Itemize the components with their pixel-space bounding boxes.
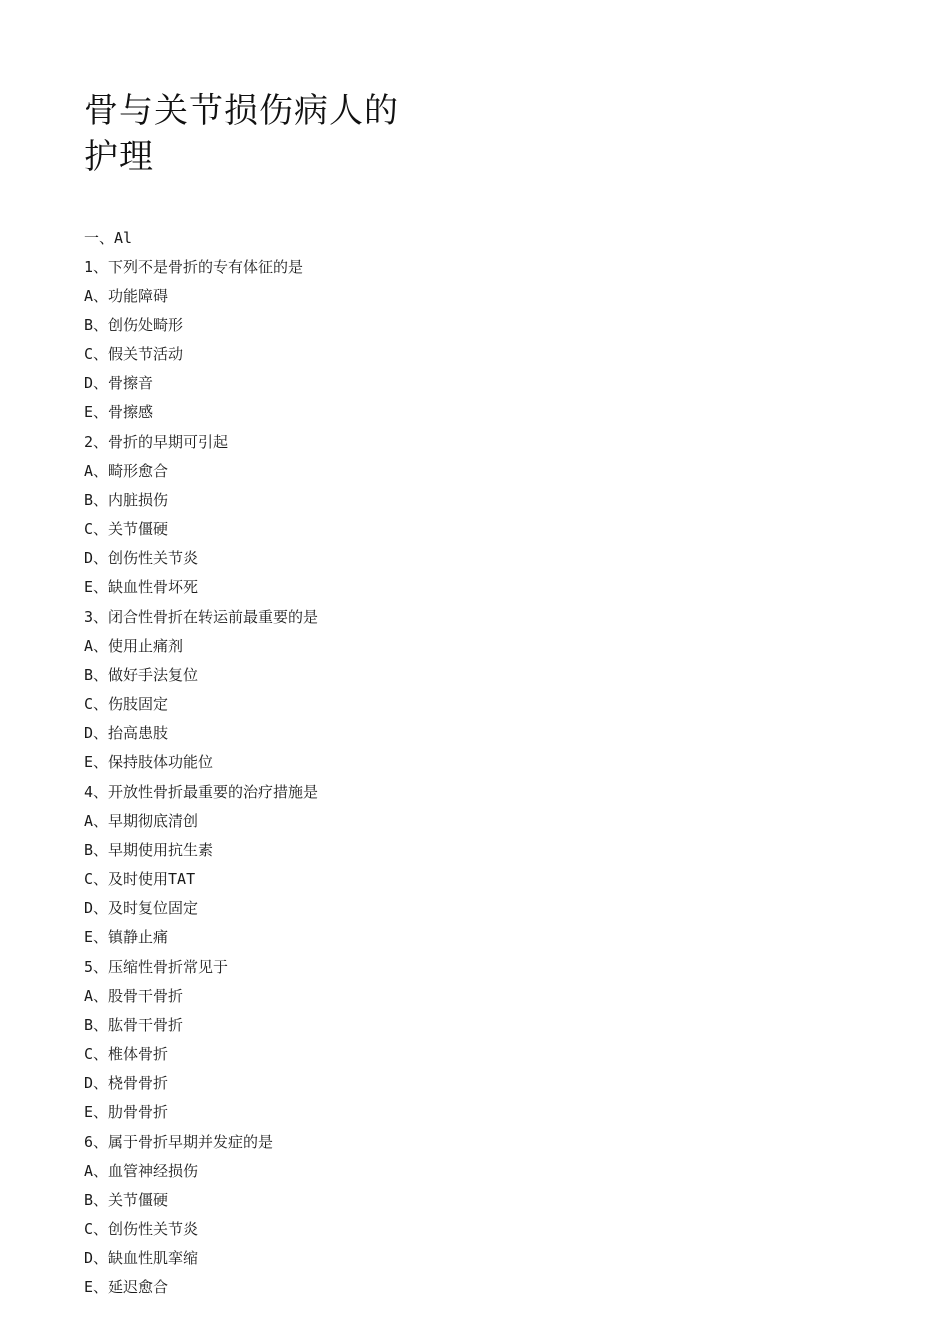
option-c: C、创伤性关节炎 bbox=[84, 1220, 199, 1238]
option-b: B、做好手法复位 bbox=[84, 666, 199, 684]
question-text: 1、下列不是骨折的专有体征的是 bbox=[84, 258, 304, 276]
question-4 bbox=[84, 777, 884, 952]
option-b: B、关节僵硬 bbox=[84, 1191, 169, 1209]
option-e: E、缺血性骨坏死 bbox=[84, 578, 199, 596]
option-b: B、肱骨干骨折 bbox=[84, 1016, 184, 1034]
option-c: C、伤肢固定 bbox=[84, 695, 169, 713]
option-a: A、畸形愈合 bbox=[84, 462, 169, 480]
question-text: 2、骨折的早期可引起 bbox=[84, 433, 229, 451]
question-2 bbox=[84, 427, 884, 602]
option-c: C、关节僵硬 bbox=[84, 520, 169, 538]
question-3 bbox=[84, 602, 884, 777]
option-d: D、桡骨骨折 bbox=[84, 1074, 169, 1092]
question-1 bbox=[84, 252, 884, 427]
question-text: 6、属于骨折早期并发症的是 bbox=[84, 1133, 274, 1151]
document-title bbox=[84, 88, 424, 180]
option-c: C、假关节活动 bbox=[84, 345, 184, 363]
option-b: B、创伤处畸形 bbox=[84, 316, 184, 334]
title-line-1: 骨与关节损伤病人的 bbox=[84, 91, 399, 131]
option-e: E、镇静止痛 bbox=[84, 928, 169, 946]
option-d: D、骨擦音 bbox=[84, 374, 154, 392]
question-6 bbox=[84, 1127, 884, 1302]
option-c: C、椎体骨折 bbox=[84, 1045, 169, 1063]
question-list bbox=[84, 224, 884, 1302]
option-a: A、早期彻底清创 bbox=[84, 812, 199, 830]
option-b: B、早期使用抗生素 bbox=[84, 841, 214, 859]
option-a: A、使用止痛剂 bbox=[84, 637, 184, 655]
option-a: A、股骨干骨折 bbox=[84, 987, 184, 1005]
option-c: C、及时使用TAT bbox=[84, 870, 196, 888]
option-d: D、缺血性肌挛缩 bbox=[84, 1249, 199, 1267]
question-text: 3、闭合性骨折在转运前最重要的是 bbox=[84, 608, 319, 626]
question-text: 4、开放性骨折最重要的治疗措施是 bbox=[84, 783, 319, 801]
option-a: A、血管神经损伤 bbox=[84, 1162, 199, 1180]
question-5 bbox=[84, 952, 884, 1127]
option-e: E、延迟愈合 bbox=[84, 1278, 169, 1296]
option-d: D、及时复位固定 bbox=[84, 899, 199, 917]
option-e: E、肋骨骨折 bbox=[84, 1103, 169, 1121]
title-line-2: 护理 bbox=[84, 137, 154, 177]
option-e: E、保持肢体功能位 bbox=[84, 753, 214, 771]
option-d: D、抬高患肢 bbox=[84, 724, 169, 742]
section-heading: 一、Al bbox=[84, 229, 133, 247]
option-e: E、骨擦感 bbox=[84, 403, 154, 421]
question-text: 5、压缩性骨折常见于 bbox=[84, 958, 229, 976]
option-b: B、内脏损伤 bbox=[84, 491, 169, 509]
option-d: D、创伤性关节炎 bbox=[84, 549, 199, 567]
option-a: A、功能障碍 bbox=[84, 287, 169, 305]
